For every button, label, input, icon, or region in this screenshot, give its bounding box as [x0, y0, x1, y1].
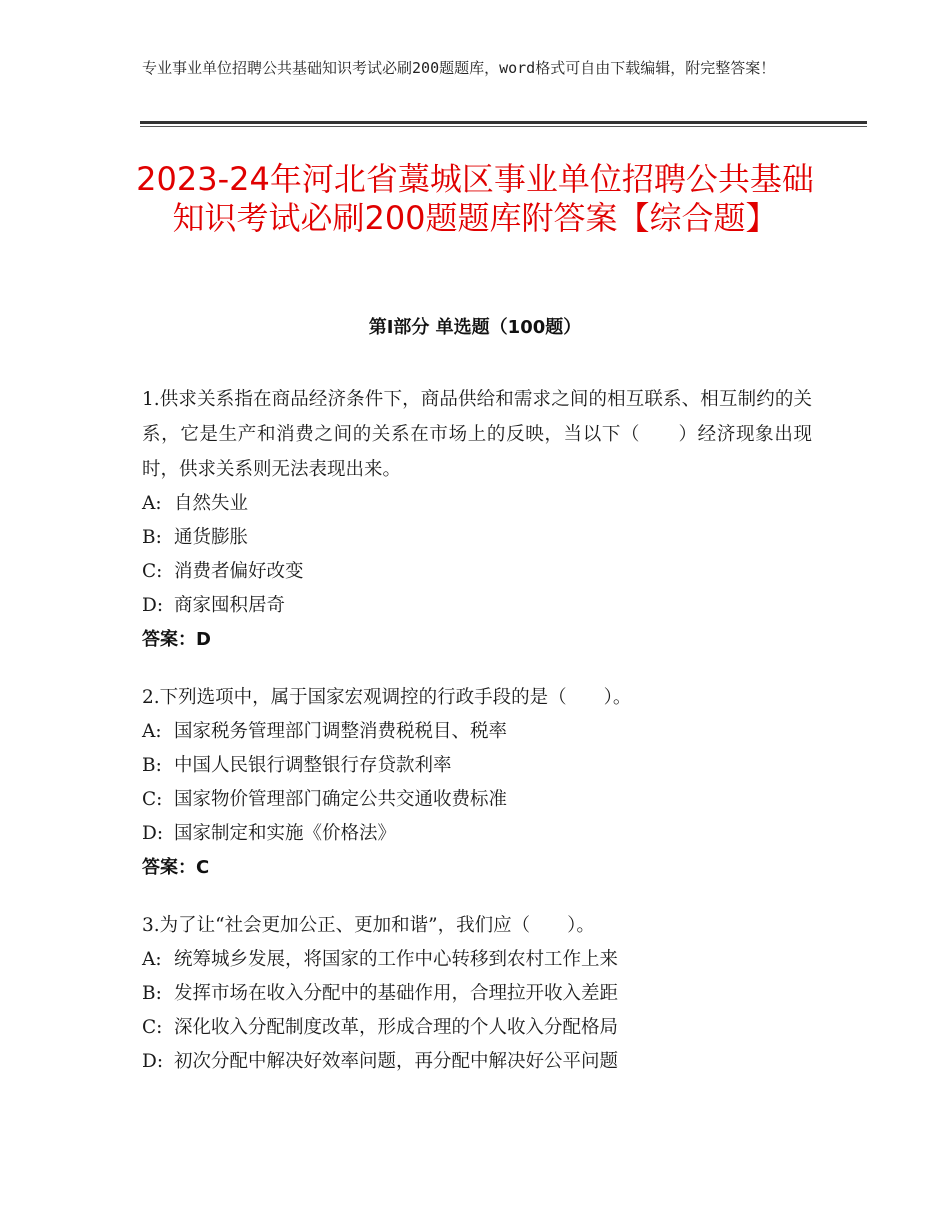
option-text: 发挥市场在收入分配中的基础作用，合理拉开收入差距 — [174, 983, 619, 1004]
answer-line: 答案：D — [142, 629, 211, 650]
option-text: 深化收入分配制度改革，形成合理的个人收入分配格局 — [174, 1017, 619, 1038]
option-text: 通货膨胀 — [174, 527, 249, 548]
question-3 — [142, 909, 812, 1079]
question-stem: 1.供求关系指在商品经济条件下，商品供给和需求之间的相互联系、相互制约的关系，它是生产和消费之间的关系在市场上的反映，当以下（ ）经济现象出现时，供求关系则无法表现出来。 — [142, 389, 812, 480]
option-letter: B: — [142, 527, 162, 548]
option-letter: D: — [142, 595, 164, 616]
question-list — [142, 382, 812, 1103]
option-text: 国家物价管理部门确定公共交通收费标准 — [174, 789, 508, 810]
option-a — [142, 487, 812, 521]
option-letter: C: — [142, 789, 163, 810]
option-letter: C: — [142, 1017, 163, 1038]
option-a — [142, 943, 812, 977]
option-b — [142, 521, 812, 555]
option-c — [142, 1011, 812, 1045]
header-rule-thick — [140, 121, 867, 124]
question-2 — [142, 681, 812, 885]
option-d — [142, 1045, 812, 1079]
option-letter: C: — [142, 561, 163, 582]
option-letter: A: — [142, 721, 162, 742]
question-stem: 2.下列选项中，属于国家宏观调控的行政手段的是（ ）。 — [142, 687, 632, 708]
option-text: 统筹城乡发展，将国家的工作中心转移到农村工作上来 — [174, 949, 619, 970]
document-title: 2023-24年河北省藁城区事业单位招聘公共基础知识考试必刷200题题库附答案【综合题】 — [136, 160, 814, 237]
header-rule-thin — [140, 126, 867, 127]
option-d — [142, 589, 812, 623]
option-text: 国家税务管理部门调整消费税税目、税率 — [174, 721, 508, 742]
option-text: 自然失业 — [174, 493, 249, 514]
option-text: 消费者偏好改变 — [174, 561, 304, 582]
header-note: 专业事业单位招聘公共基础知识考试必刷200题题库，word格式可自由下载编辑，附完整答案！ — [142, 59, 776, 77]
question-stem: 3.为了让“社会更加公正、更加和谐”，我们应（ ）。 — [142, 915, 595, 936]
option-d — [142, 817, 812, 851]
option-text: 国家制定和实施《价格法》 — [174, 823, 397, 844]
option-text: 商家囤积居奇 — [174, 595, 286, 616]
answer-line: 答案：C — [142, 857, 210, 878]
option-letter: B: — [142, 983, 162, 1004]
option-letter: B: — [142, 755, 162, 776]
section-title: 第Ⅰ部分 单选题（100题） — [368, 317, 582, 338]
option-letter: D: — [142, 823, 164, 844]
option-text: 初次分配中解决好效率问题，再分配中解决好公平问题 — [174, 1051, 619, 1072]
option-c — [142, 783, 812, 817]
option-b — [142, 749, 812, 783]
question-1 — [142, 382, 812, 657]
option-a — [142, 715, 812, 749]
option-letter: A: — [142, 949, 162, 970]
option-text: 中国人民银行调整银行存贷款利率 — [174, 755, 452, 776]
option-letter: A: — [142, 493, 162, 514]
option-c — [142, 555, 812, 589]
option-letter: D: — [142, 1051, 164, 1072]
option-b — [142, 977, 812, 1011]
